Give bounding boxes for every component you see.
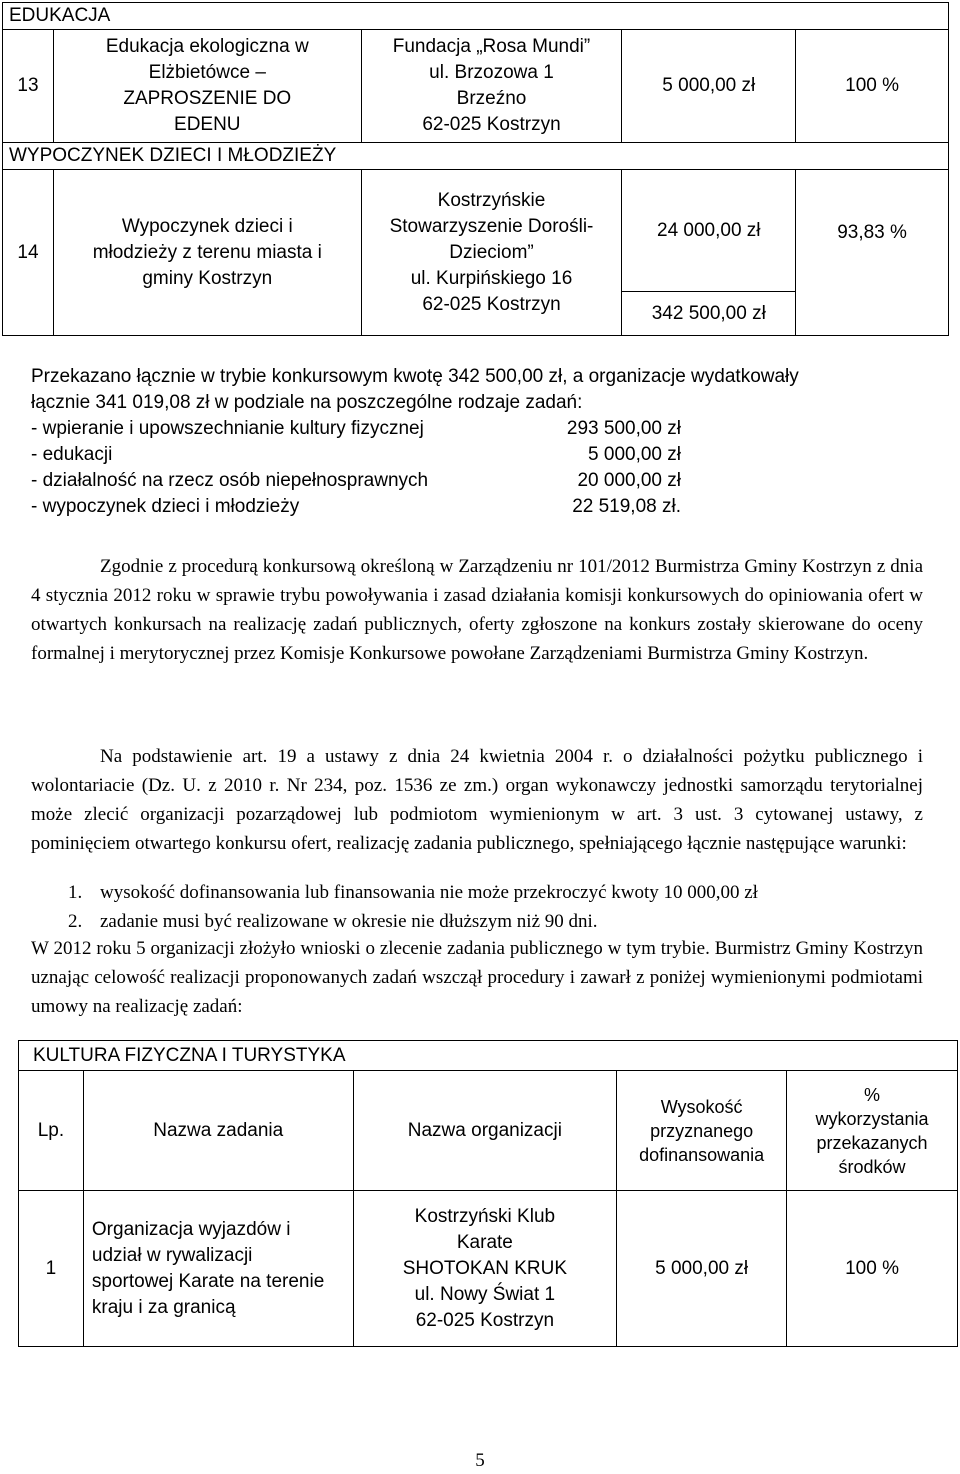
summary-item-amount: 20 000,00 zł bbox=[577, 470, 681, 491]
conditions-list bbox=[31, 878, 923, 936]
summary-item-label: - działalność na rzecz osób niepełnosprawnych bbox=[31, 470, 429, 491]
paragraph-text: W 2012 roku 5 organizacji złożyło wnioski o zlecenie zadania publicznego w tym trybie. Burmistrz Gminy Kostrzyn uznając celowość realizacji proponowanych zadań wszczął procedury i zawarł z poniżej wymienionymi podmiotami umowy na realizację zadań: bbox=[31, 938, 923, 1017]
summary-line: łącznie 341 019,08 zł w podziale na poszczególne rodzaje zadań: bbox=[31, 392, 583, 413]
page-number: 5 bbox=[475, 1450, 485, 1471]
header-percent: % wykorzystania przekazanych środków bbox=[787, 1071, 958, 1191]
summary-line: Przekazano łącznie w trybie konkursowym kwotę 342 500,00 zł, a organizacje wydatkowały bbox=[31, 366, 799, 387]
amount-cell: 24 000,00 zł bbox=[622, 170, 796, 292]
percent-cell: 93,83 % bbox=[796, 170, 949, 336]
header-org: Nazwa organizacji bbox=[353, 1071, 617, 1191]
task-name-cell: Organizacja wyjazdów i udział w rywalizacji sportowej Karate na terenie kraju i za granicą bbox=[83, 1191, 353, 1347]
requests-paragraph bbox=[31, 934, 923, 1021]
list-number: 1. bbox=[68, 882, 83, 903]
task-name-cell: Edukacja ekologiczna w Elżbietówce – ZAPROSZENIE DO EDENU bbox=[53, 30, 361, 143]
task-name-cell: Wypoczynek dzieci i młodzieży z terenu miasta i gminy Kostrzyn bbox=[53, 170, 361, 336]
summary-item-amount: 22 519,08 zł. bbox=[572, 496, 681, 517]
percent-cell: 100 % bbox=[787, 1191, 958, 1347]
paragraph-text: Zgodnie z procedurą konkursową określoną w Zarządzeniu nr 101/2012 Burmistrza Gminy Kostrzyn z dnia 4 stycznia 2012 roku w sprawie trybu powoływania i zasad działania komisji konkursowych do opiniowania ofert w otwartych konkursach na realizację zadań publicznych, oferty zgłoszone na konkurs zostały skierowane do oceny formalnej i merytorycznej przez Komisje Konkursowe powołane Zarządzeniami Burmistrza Gminy Kostrzyn. bbox=[31, 556, 923, 664]
summary-item-amount: 293 500,00 zł bbox=[566, 418, 681, 439]
list-number: 2. bbox=[68, 911, 83, 932]
amount-cell: 5 000,00 zł bbox=[622, 30, 796, 143]
summary-item bbox=[31, 416, 931, 442]
paragraph-text: Na podstawienie art. 19 a ustawy z dnia 24 kwietnia 2004 r. o działalności pożytku publicznego i wolontariacie (Dz. U. z 2010 r. Nr 234, poz. 1536 ze zm.) organ wykonawczy jednostki samorządu terytorialnej może zlecić organizacji pozarządowej lub podmiotom wymienionym w art. 3 ust. 3 cytowanej ustawy, z pominięciem otwartego konkursu ofert, realizację zadania publicznego, spełniającego łącznie następujące warunki: bbox=[31, 746, 923, 854]
organization-cell: Kostrzyńskie Stowarzyszenie Dorośli- Dzieciom” ul. Kurpińskiego 16 62-025 Kostrzyn bbox=[361, 170, 622, 336]
total-amount-cell: 342 500,00 zł bbox=[622, 292, 796, 336]
organization-cell: Fundacja „Rosa Mundi” ul. Brzozowa 1 Brzeźno 62-025 Kostrzyn bbox=[361, 30, 622, 143]
summary-item-label: - wypoczynek dzieci i młodzieży bbox=[31, 496, 300, 517]
procedure-paragraph bbox=[31, 552, 923, 668]
summary-item bbox=[31, 494, 931, 520]
list-item bbox=[31, 878, 923, 907]
amount-cell: 5 000,00 zł bbox=[617, 1191, 787, 1347]
list-text: zadanie musi być realizowane w okresie nie dłuższym niż 90 dni. bbox=[100, 911, 598, 932]
row-lp: 1 bbox=[19, 1191, 84, 1347]
summary-item-label: - wpieranie i upowszechnianie kultury fizycznej bbox=[31, 418, 424, 439]
row-lp: 13 bbox=[3, 30, 54, 143]
row-lp: 14 bbox=[3, 170, 54, 336]
header-task: Nazwa zadania bbox=[83, 1071, 353, 1191]
summary-item bbox=[31, 442, 931, 468]
list-item bbox=[31, 907, 923, 936]
section-heading-wypoczynek: WYPOCZYNEK DZIECI I MŁODZIEŻY bbox=[3, 143, 949, 170]
organization-cell: Kostrzyński Klub Karate SHOTOKAN KRUK ul. Nowy Świat 1 62-025 Kostrzyn bbox=[353, 1191, 617, 1347]
summary-item-amount: 5 000,00 zł bbox=[588, 444, 681, 465]
summary-item bbox=[31, 468, 931, 494]
header-amount: Wysokość przyznanego dofinansowania bbox=[617, 1071, 787, 1191]
legal-basis-paragraph bbox=[31, 742, 923, 858]
section-heading-kultura: KULTURA FIZYCZNA I TURYSTYKA bbox=[19, 1041, 958, 1071]
percent-cell: 100 % bbox=[796, 30, 949, 143]
grants-table-top bbox=[2, 2, 949, 336]
section-heading-edukacja: EDUKACJA bbox=[3, 3, 949, 30]
list-text: wysokość dofinansowania lub finansowania nie może przekroczyć kwoty 10 000,00 zł bbox=[100, 882, 758, 903]
grants-table-kultura bbox=[18, 1040, 958, 1347]
header-lp: Lp. bbox=[19, 1071, 84, 1191]
summary-item-label: - edukacji bbox=[31, 444, 113, 465]
spending-summary bbox=[31, 364, 931, 520]
